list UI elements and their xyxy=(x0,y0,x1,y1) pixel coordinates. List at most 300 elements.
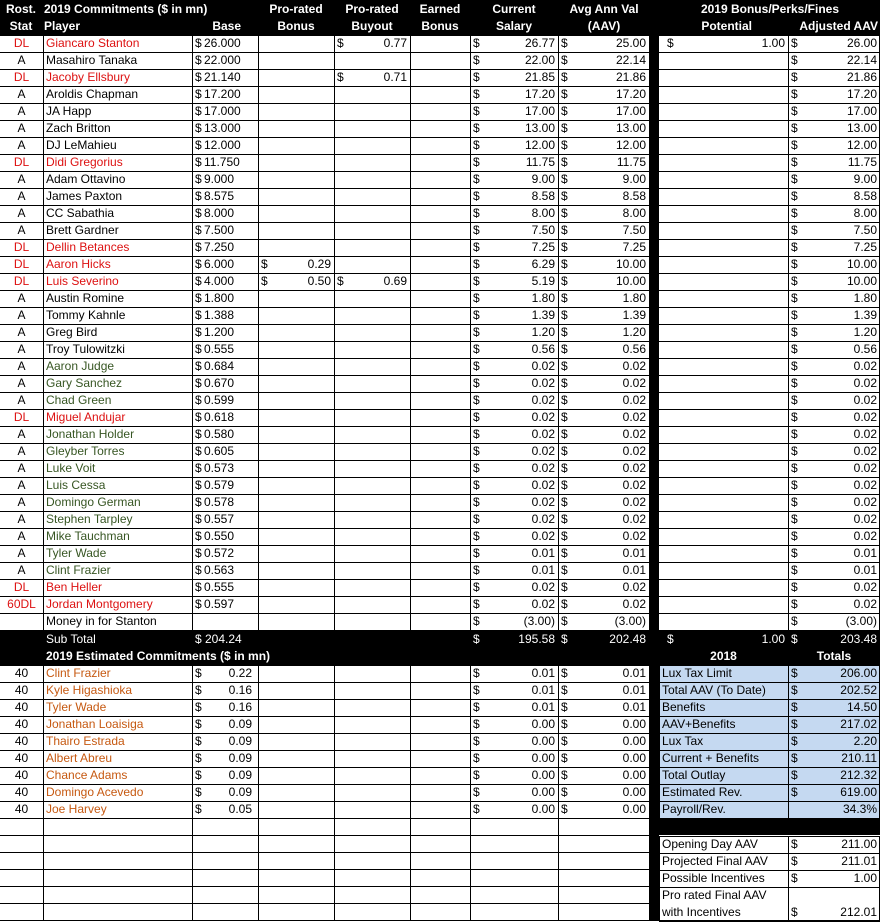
est-row-aav-currency: $ xyxy=(561,785,568,799)
row-aav-currency: $ xyxy=(561,597,568,611)
row-current: 0.01 xyxy=(531,546,555,560)
row-aav: 0.02 xyxy=(622,427,646,441)
row-adjusted: 8.58 xyxy=(853,189,877,203)
row-adjusted-currency: $ xyxy=(791,478,798,492)
row-aav: 9.00 xyxy=(622,172,646,186)
row-base: 8.000 xyxy=(204,206,235,220)
est-row-current-currency: $ xyxy=(473,717,480,731)
est-row-stat: 40 xyxy=(14,683,29,697)
row-stat: A xyxy=(17,376,26,390)
grid-line xyxy=(0,171,649,172)
row-player-name: Gary Sanchez xyxy=(46,376,123,390)
row-adjusted-currency: $ xyxy=(791,257,798,271)
money-row-current: (3.00) xyxy=(523,614,555,628)
grid-line xyxy=(659,887,880,888)
grid-line xyxy=(0,154,649,155)
row-stat: DL xyxy=(13,274,30,288)
row-stat: A xyxy=(17,172,26,186)
row-aav-currency: $ xyxy=(561,206,568,220)
row-current-currency: $ xyxy=(473,308,480,322)
row-aav: 12.00 xyxy=(615,138,646,152)
row-base-currency: $ xyxy=(195,240,202,254)
row-stat: A xyxy=(17,138,26,152)
row-base: 1.200 xyxy=(204,325,235,339)
row-current: 0.02 xyxy=(531,393,555,407)
est-row-current-currency: $ xyxy=(473,700,480,714)
row-base-currency: $ xyxy=(195,172,202,186)
est-row-base: 0.16 xyxy=(228,700,252,714)
row-current-currency: $ xyxy=(473,240,480,254)
totals-row-value: 217.02 xyxy=(840,717,877,731)
row-adjusted-currency: $ xyxy=(791,155,798,169)
row-aav-currency: $ xyxy=(561,461,568,475)
row-base: 7.250 xyxy=(204,240,235,254)
row-adjusted: 0.02 xyxy=(853,597,877,611)
grid-line xyxy=(0,494,649,495)
grid-line xyxy=(410,35,411,630)
est-row-stat: 40 xyxy=(14,802,29,816)
grid-line xyxy=(659,699,880,700)
row-base: 13.000 xyxy=(204,121,241,135)
row-aav: 0.02 xyxy=(622,597,646,611)
money-row-aav: (3.00) xyxy=(614,614,646,628)
row-adjusted: 0.02 xyxy=(853,444,877,458)
grid-line xyxy=(0,750,649,751)
row-player-name: Domingo German xyxy=(46,495,141,509)
row-adjusted: 0.02 xyxy=(853,529,877,543)
grid-line xyxy=(0,426,649,427)
totals-row-label: Current + Benefits xyxy=(662,751,760,765)
est-row-base: 0.09 xyxy=(228,751,252,765)
grid-line xyxy=(659,171,880,172)
row-base-currency: $ xyxy=(195,274,202,288)
totals-row-value: 34.3% xyxy=(842,802,877,816)
row-aav-currency: $ xyxy=(561,53,568,67)
row-adjusted-currency: $ xyxy=(791,189,798,203)
est-row-player-name: Tyler Wade xyxy=(46,700,107,714)
grid-line xyxy=(0,818,649,819)
row-adjusted-currency: $ xyxy=(791,325,798,339)
subtotal-aav-currency: $ xyxy=(561,632,568,646)
grid-line xyxy=(659,767,880,768)
totals-row-label: Payroll/Rev. xyxy=(662,802,726,816)
row-bonus: 0.50 xyxy=(307,274,331,288)
row-stat: DL xyxy=(13,70,30,84)
grid-line xyxy=(43,35,44,630)
grid-line xyxy=(0,375,649,376)
est-row-aav: 0.00 xyxy=(622,802,646,816)
grid-line xyxy=(659,853,880,854)
row-player-name: Aaron Hicks xyxy=(46,257,111,271)
row-base-currency: $ xyxy=(195,444,202,458)
row-player-name: Luis Severino xyxy=(46,274,119,288)
grid-line xyxy=(0,562,649,563)
row-current: 0.02 xyxy=(531,444,555,458)
row-player-name: Masahiro Tanaka xyxy=(46,53,138,67)
row-current-currency: $ xyxy=(473,563,480,577)
est-row-stat: 40 xyxy=(14,666,29,680)
estimated-title: 2019 Estimated Commitments ($ in mn) xyxy=(46,649,271,663)
row-adjusted-currency: $ xyxy=(791,223,798,237)
grid-line xyxy=(0,596,649,597)
row-adjusted: 0.02 xyxy=(853,359,877,373)
row-adjusted: 0.02 xyxy=(853,512,877,526)
row-stat: A xyxy=(17,53,26,67)
row-stat: DL xyxy=(13,155,30,169)
grid-line xyxy=(659,511,880,512)
row-aav: 11.75 xyxy=(616,155,646,169)
header-prorated-bonus-1: Pro-rated xyxy=(269,2,323,16)
row-current-currency: $ xyxy=(473,70,480,84)
grid-line xyxy=(659,716,880,717)
projection-row-label: Possible Incentives xyxy=(662,871,765,885)
row-adjusted-currency: $ xyxy=(791,546,798,560)
row-current-currency: $ xyxy=(473,206,480,220)
row-base: 0.557 xyxy=(204,512,235,526)
row-player-name: Didi Gregorius xyxy=(46,155,123,169)
row-base-currency: $ xyxy=(195,376,202,390)
row-aav-currency: $ xyxy=(561,376,568,390)
row-adjusted-currency: $ xyxy=(791,172,798,186)
row-current: 21.85 xyxy=(524,70,555,84)
est-row-aav: 0.00 xyxy=(622,751,646,765)
est-row-current-currency: $ xyxy=(473,666,480,680)
row-base: 0.572 xyxy=(204,546,235,560)
grid-line xyxy=(659,137,880,138)
grid-line xyxy=(788,836,789,921)
row-base-currency: $ xyxy=(195,36,202,50)
row-aav: 0.02 xyxy=(622,580,646,594)
row-current-currency: $ xyxy=(473,410,480,424)
row-adjusted: 0.56 xyxy=(853,342,877,356)
row-base-currency: $ xyxy=(195,87,202,101)
grid-line xyxy=(0,801,649,802)
row-stat: A xyxy=(17,427,26,441)
grid-line xyxy=(659,477,880,478)
row-adjusted: 0.02 xyxy=(853,478,877,492)
header-adjusted: Adjusted AAV xyxy=(799,19,878,33)
est-row-player-name: Jonathan Loaisiga xyxy=(46,717,144,731)
est-row-aav-currency: $ xyxy=(561,768,568,782)
row-current-currency: $ xyxy=(473,495,480,509)
grid-line xyxy=(659,341,880,342)
row-aav: 0.02 xyxy=(622,359,646,373)
row-aav: 0.01 xyxy=(622,563,646,577)
est-row-base-currency: $ xyxy=(195,683,202,697)
row-bonus-currency: $ xyxy=(261,274,268,288)
est-row-current-currency: $ xyxy=(473,751,480,765)
est-row-base: 0.16 xyxy=(228,683,252,697)
grid-line xyxy=(659,784,880,785)
row-aav: 21.86 xyxy=(615,70,646,84)
row-current-currency: $ xyxy=(473,274,480,288)
row-adjusted: 7.25 xyxy=(853,240,877,254)
row-aav: 0.02 xyxy=(622,410,646,424)
header-prorated-bonus-2: Bonus xyxy=(277,19,315,33)
est-row-player-name: Joe Harvey xyxy=(46,802,107,816)
row-adjusted-currency: $ xyxy=(791,104,798,118)
grid-line xyxy=(659,256,880,257)
grid-line xyxy=(0,886,649,887)
subtotal-aav: 202.48 xyxy=(609,632,646,646)
projection-row-currency: $ xyxy=(791,905,798,919)
est-row-aav-currency: $ xyxy=(561,683,568,697)
row-base-currency: $ xyxy=(195,291,202,305)
grid-line xyxy=(659,836,660,921)
row-buyout: 0.77 xyxy=(383,36,407,50)
totals-row-value: 202.52 xyxy=(840,683,877,697)
row-buyout-currency: $ xyxy=(337,70,344,84)
row-stat: DL xyxy=(13,410,30,424)
subtotal-current: 195.58 xyxy=(518,632,555,646)
grid-line xyxy=(0,682,649,683)
row-adjusted-currency: $ xyxy=(791,512,798,526)
money-row-current-currency: $ xyxy=(473,614,480,628)
row-adjusted: 17.00 xyxy=(846,104,877,118)
row-base-currency: $ xyxy=(195,53,202,67)
row-current-currency: $ xyxy=(473,342,480,356)
totals-row-currency: $ xyxy=(791,768,798,782)
est-row-stat: 40 xyxy=(14,751,29,765)
grid-line xyxy=(0,545,649,546)
row-aav-currency: $ xyxy=(561,359,568,373)
row-adjusted-currency: $ xyxy=(791,597,798,611)
row-current: 0.02 xyxy=(531,495,555,509)
row-aav: 1.20 xyxy=(622,325,646,339)
est-row-base-currency: $ xyxy=(195,717,202,731)
grid-line xyxy=(659,35,880,36)
row-current-currency: $ xyxy=(473,427,480,441)
row-buyout-currency: $ xyxy=(337,36,344,50)
est-row-stat: 40 xyxy=(14,734,29,748)
projection-row-value: 211.01 xyxy=(841,854,877,868)
row-current-currency: $ xyxy=(473,529,480,543)
grid-line xyxy=(0,733,649,734)
totals-row-value: 14.50 xyxy=(846,700,877,714)
totals-spacer xyxy=(659,819,880,835)
totals-row-label: Benefits xyxy=(662,700,706,714)
row-aav: 8.58 xyxy=(622,189,646,203)
row-base: 8.575 xyxy=(204,189,235,203)
row-adjusted: 13.00 xyxy=(846,121,877,135)
row-aav-currency: $ xyxy=(561,87,568,101)
row-player-name: Mike Tauchman xyxy=(46,529,130,543)
row-adjusted: 10.00 xyxy=(846,257,877,271)
est-row-base-currency: $ xyxy=(195,768,202,782)
grid-line xyxy=(659,682,880,683)
est-row-current-currency: $ xyxy=(473,785,480,799)
row-base: 9.000 xyxy=(204,172,235,186)
row-current-currency: $ xyxy=(473,155,480,169)
projection-row-label: Opening Day AAV xyxy=(662,837,758,851)
row-adjusted-currency: $ xyxy=(791,580,798,594)
row-adjusted: 0.02 xyxy=(853,580,877,594)
projection-row-label: Projected Final AAV xyxy=(662,854,768,868)
grid-line xyxy=(0,716,649,717)
row-aav-currency: $ xyxy=(561,104,568,118)
totals-row-value: 212.32 xyxy=(840,768,877,782)
row-base-currency: $ xyxy=(195,393,202,407)
row-stat: A xyxy=(17,325,26,339)
row-current-currency: $ xyxy=(473,444,480,458)
row-base-currency: $ xyxy=(195,495,202,509)
row-aav-currency: $ xyxy=(561,223,568,237)
grid-line xyxy=(659,596,880,597)
row-player-name: Miguel Andujar xyxy=(46,410,126,424)
row-base: 0.555 xyxy=(204,342,235,356)
totals-row-value: 2.20 xyxy=(853,734,877,748)
row-current: 12.00 xyxy=(524,138,555,152)
projection-row-value: 212.01 xyxy=(840,905,877,919)
row-player-name: Giancaro Stanton xyxy=(46,36,140,50)
row-base: 17.200 xyxy=(204,87,241,101)
row-current: 0.01 xyxy=(531,563,555,577)
grid-line xyxy=(0,767,649,768)
totals-row-label: AAV+Benefits xyxy=(662,717,736,731)
row-base-currency: $ xyxy=(195,461,202,475)
row-aav: 0.02 xyxy=(622,444,646,458)
grid-line xyxy=(410,665,411,921)
est-row-stat: 40 xyxy=(14,717,29,731)
row-stat: 60DL xyxy=(7,597,36,611)
grid-line xyxy=(0,205,649,206)
row-base-currency: $ xyxy=(195,342,202,356)
est-row-player-name: Kyle Higashioka xyxy=(46,683,133,697)
row-buyout: 0.71 xyxy=(383,70,407,84)
row-adjusted-currency: $ xyxy=(791,36,798,50)
row-aav-currency: $ xyxy=(561,342,568,356)
grid-line xyxy=(659,545,880,546)
row-stat: A xyxy=(17,223,26,237)
grid-line xyxy=(0,256,649,257)
grid-line xyxy=(0,35,649,36)
row-aav: 17.00 xyxy=(615,104,646,118)
row-current-currency: $ xyxy=(473,223,480,237)
row-stat: A xyxy=(17,495,26,509)
grid-line xyxy=(0,222,649,223)
row-adjusted: 8.00 xyxy=(853,206,877,220)
row-aav-currency: $ xyxy=(561,138,568,152)
row-current-currency: $ xyxy=(473,393,480,407)
row-player-name: Luis Cessa xyxy=(46,478,106,492)
row-base: 1.388 xyxy=(204,308,235,322)
row-base-currency: $ xyxy=(195,308,202,322)
row-current: 0.02 xyxy=(531,461,555,475)
row-aav-currency: $ xyxy=(561,427,568,441)
projection-row-currency: $ xyxy=(791,837,798,851)
est-row-current: 0.01 xyxy=(531,683,555,697)
row-current-currency: $ xyxy=(473,546,480,560)
row-base: 0.563 xyxy=(204,563,235,577)
grid-line xyxy=(0,835,649,836)
header-earned-1: Earned xyxy=(419,2,461,16)
row-adjusted: 26.00 xyxy=(846,36,877,50)
subtotal-potential-currency: $ xyxy=(667,632,674,646)
row-adjusted: 11.75 xyxy=(847,155,877,169)
row-current-currency: $ xyxy=(473,461,480,475)
row-adjusted: 17.20 xyxy=(846,87,877,101)
grid-line xyxy=(659,579,880,580)
totals-row-value: 210.11 xyxy=(841,751,877,765)
row-aav-currency: $ xyxy=(561,274,568,288)
row-stat: A xyxy=(17,529,26,543)
totals-year: 2018 xyxy=(710,649,737,663)
grid-line xyxy=(0,290,649,291)
row-base-currency: $ xyxy=(195,121,202,135)
grid-line xyxy=(0,699,649,700)
row-player-name: Tommy Kahnle xyxy=(46,308,126,322)
row-player-name: Luke Voit xyxy=(46,461,96,475)
row-current-currency: $ xyxy=(473,478,480,492)
est-row-base: 0.09 xyxy=(228,768,252,782)
row-aav: 13.00 xyxy=(615,121,646,135)
grid-line xyxy=(659,870,880,871)
grid-line xyxy=(0,137,649,138)
row-adjusted: 21.86 xyxy=(846,70,877,84)
row-adjusted-currency: $ xyxy=(791,461,798,475)
gap-column xyxy=(649,35,659,631)
grid-line xyxy=(0,69,649,70)
grid-line xyxy=(470,665,471,921)
header-prorated-buyout-2: Buyout xyxy=(351,19,393,33)
grid-line xyxy=(659,613,880,614)
row-stat: A xyxy=(17,342,26,356)
row-buyout: 0.69 xyxy=(383,274,407,288)
est-row-aav: 0.01 xyxy=(622,666,646,680)
est-row-aav: 0.01 xyxy=(622,683,646,697)
row-player-name: Tyler Wade xyxy=(46,546,107,560)
row-aav-currency: $ xyxy=(561,189,568,203)
row-stat: A xyxy=(17,291,26,305)
row-base-currency: $ xyxy=(195,223,202,237)
row-base: 0.605 xyxy=(204,444,235,458)
grid-line xyxy=(334,35,335,630)
row-current-currency: $ xyxy=(473,172,480,186)
row-buyout-currency: $ xyxy=(337,274,344,288)
row-base: 22.000 xyxy=(204,53,241,67)
row-aav: 17.20 xyxy=(615,87,646,101)
row-base: 7.500 xyxy=(204,223,235,237)
row-base: 6.000 xyxy=(204,257,235,271)
grid-line xyxy=(0,869,649,870)
header-commitments: 2019 Commitments ($ in mn) xyxy=(44,2,208,16)
row-base: 0.684 xyxy=(204,359,235,373)
row-stat: DL xyxy=(13,36,30,50)
row-adjusted-currency: $ xyxy=(791,563,798,577)
header-stat: Stat xyxy=(9,19,33,33)
grid-line xyxy=(0,239,649,240)
row-base: 0.555 xyxy=(204,580,235,594)
est-row-aav-currency: $ xyxy=(561,717,568,731)
row-stat: A xyxy=(17,461,26,475)
projection-row-label: with Incentives xyxy=(662,905,741,919)
row-base: 17.000 xyxy=(204,104,241,118)
grid-line xyxy=(0,52,649,53)
totals-row-value: 206.00 xyxy=(840,666,877,680)
header-player: Player xyxy=(44,19,81,33)
row-adjusted-currency: $ xyxy=(791,53,798,67)
row-player-name: Jordan Montgomery xyxy=(46,597,153,611)
row-base: 21.140 xyxy=(204,70,241,84)
grid-line xyxy=(659,154,880,155)
totals-row-currency: $ xyxy=(791,666,798,680)
money-row-adjusted-currency: $ xyxy=(791,614,798,628)
row-player-name: Zach Britton xyxy=(46,121,111,135)
grid-line xyxy=(0,273,649,274)
header-bonus-perks: 2019 Bonus/Perks/Fines xyxy=(700,2,840,16)
row-base: 1.800 xyxy=(204,291,235,305)
row-base: 12.000 xyxy=(204,138,241,152)
